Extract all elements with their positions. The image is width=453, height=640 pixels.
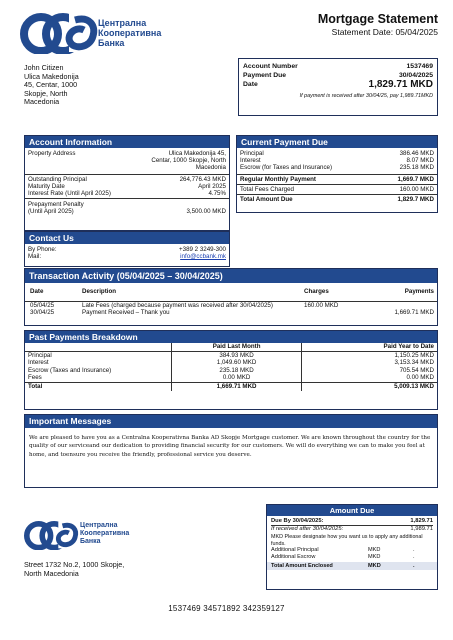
transaction-activity-section (24, 268, 438, 326)
amount-due-coupon (266, 504, 438, 590)
transaction-row: 05/04/25 Late Fees (charged because payment was received after 30/04/2025) 160.00 MKD (25, 301, 437, 309)
past-payments-header-row: Paid Last Month Paid Year to Date (25, 343, 437, 351)
bank-logo-icon (20, 12, 100, 54)
payment-due-value: 30/04/2025 (398, 72, 433, 79)
additional-principal-input[interactable]: . (413, 547, 415, 554)
past-payments-row: Interest 1,049.60 MKD 3,153.34 MKD (25, 359, 437, 367)
regular-payment-row: Regular Monthly Payment 1,669.7 MKD (240, 175, 434, 183)
property-address-label: Property Address (28, 150, 76, 157)
due-by-label: Due By 30/04/2025: (271, 518, 324, 524)
past-payments-row: Escrow (Taxes and Insurance) 235.18 MKD 705.54 MKD (25, 367, 437, 375)
account-summary-box (238, 58, 438, 116)
past-payments-total-row: Total 1,669.71 MKD 5,009.13 MKD (25, 382, 437, 390)
account-number-value: 1537469 (406, 63, 433, 70)
amount-date-label: Date (243, 81, 258, 88)
past-payments-section (24, 330, 438, 410)
mail-label: Mail: (28, 253, 42, 261)
property-address-line: Ulica Makedonija 45, (168, 150, 226, 157)
past-payments-row: Principal 384.93 MKD 1,150.25 MKD (25, 351, 437, 359)
phone-label: By Phone: (28, 246, 57, 253)
additional-funds-note: MKD Please designate how you want us to apply any additional funds. (271, 534, 423, 547)
account-info-row: Outstanding Principal 264,776.43 MKD (28, 175, 226, 183)
bank-name-line: Банка (98, 38, 125, 48)
footer-address: Street 1732 No.2, 1000 Skopje, North Macedonia (24, 560, 125, 578)
property-address-line: Centar, 1000 Skopje, North (151, 157, 226, 165)
account-information-section (24, 135, 230, 231)
account-number-label: Account Number (243, 63, 298, 70)
current-payment-section (236, 135, 438, 213)
transaction-activity-title: Transaction Activity (05/04/2025 – 30/04/2025) (25, 269, 437, 283)
footer-bank-name-line: Банка (80, 538, 101, 545)
fees-row: Total Fees Charged 160.00 MKD (240, 185, 434, 193)
total-enclosed-row: Total Amount Enclosed MKD . (267, 562, 437, 570)
statement-title: Mortgage Statement (317, 12, 438, 26)
footer-bank-name-line: Централна (80, 522, 118, 529)
amount-due-value: 1,829.71 MKD (368, 79, 433, 90)
payment-row: Interest 8.07 MKD (240, 157, 434, 165)
footer-logo (24, 518, 144, 552)
customer-address-line: 45, Centar, 1000 (24, 80, 78, 90)
prepayment-penalty-row: Prepayment Penalty (Until April 2025) 3,500.00 MKD (28, 201, 226, 216)
additional-principal-row: Additional Principal MKD . (271, 547, 433, 554)
late-amount-label: If received after 30/04/2025: (271, 526, 344, 532)
important-messages-body: We are pleased to have you as a Centralna Kooperativna Banka AD Skopje Mortgage customer. We are known throughout the country for the quality of our serviceand our dedication to providing financial security for our customers. We will do everything we can to make you feel at home, and toensure you receive the friendly, professional service you deserve. (29, 435, 431, 458)
transaction-header-row: Date Description Charges Payments (30, 288, 434, 295)
contact-section (24, 231, 230, 267)
payment-due-label: Payment Due (243, 72, 287, 79)
bank-name-line: Кооперативна (98, 28, 162, 38)
email-link[interactable]: info@ccbank.mk (180, 253, 226, 261)
late-amount-value: 1,989.71 (410, 526, 433, 532)
additional-escrow-input[interactable]: . (413, 554, 415, 561)
additional-escrow-row: Additional Escrow MKD . (271, 554, 433, 561)
important-messages-title: Important Messages (25, 415, 437, 428)
customer-address-line: Skopje, North (24, 88, 68, 98)
account-information-title: Account Information (25, 136, 229, 148)
account-info-row: Interest Rate (Until April 2025) 4.75% (28, 190, 226, 198)
total-due-row: Total Amount Due 1,829.7 MKD (240, 196, 434, 204)
customer-address-line: Macedonia (24, 97, 60, 107)
account-info-row: Maturity Date April 2025 (28, 182, 226, 190)
bank-name-line: Централна (98, 18, 147, 28)
footer-bank-name-line: Кооперативна (80, 530, 130, 537)
footer-logo-icon (24, 520, 80, 550)
customer-address-line: Ulica Makedonija (24, 71, 79, 81)
payment-row: Escrow (for Taxes and Insurance) 235.18 MKD (240, 164, 434, 172)
due-by-value: 1,829.71 (410, 518, 433, 524)
late-payment-note: If payment is received after 30/04/25, pay 1,989.71MKD (299, 93, 433, 99)
property-address-line: Macedonia (195, 164, 226, 172)
past-payments-row: Fees 0.00 MKD 0.00 MKD (25, 374, 437, 382)
current-payment-title: Current Payment Due (237, 136, 437, 148)
past-payments-title: Past Payments Breakdown (25, 331, 437, 343)
contact-title: Contact Us (25, 232, 229, 244)
amount-due-title: Amount Due (267, 505, 437, 516)
phone-number[interactable]: +389 2 3249-300 (179, 246, 226, 253)
statement-date: Statement Date: 05/04/2025 (331, 27, 438, 37)
transaction-row: 30/04/25 Payment Received – Thank you 1,669.71 MKD (30, 309, 434, 317)
bank-logo (20, 12, 170, 56)
reference-numbers: 1537469 34571892 342359127 (168, 604, 285, 613)
customer-name: John Citizen (24, 63, 64, 72)
customer-address (24, 64, 79, 107)
payment-row: Principal 386.46 MKD (240, 150, 434, 157)
important-messages-section (24, 414, 438, 488)
total-enclosed-input[interactable]: . (413, 563, 415, 570)
